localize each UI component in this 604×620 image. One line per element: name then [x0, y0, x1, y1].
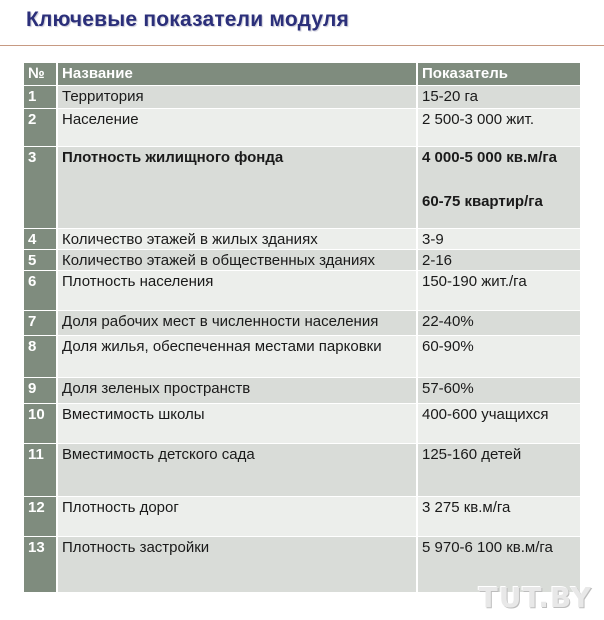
- table-header-row: [24, 63, 580, 86]
- row-name: [57, 147, 417, 229]
- row-value: 22-40%: [417, 311, 580, 336]
- row-value-text: 4 000-5 000 кв.м/га: [422, 149, 557, 166]
- table-row: [24, 147, 580, 229]
- row-number: 10: [24, 404, 57, 444]
- row-name: Территория: [57, 86, 417, 109]
- row-name: Количество этажей в жилых зданиях: [57, 229, 417, 250]
- row-name: Плотность застройки: [57, 537, 417, 593]
- row-value: 57-60%: [417, 378, 580, 404]
- row-value: 150-190 жит./га: [417, 271, 580, 311]
- row-name: Вместимость школы: [57, 404, 417, 444]
- row-number: 6: [24, 271, 57, 311]
- row-number: 5: [24, 250, 57, 271]
- row-number: 7: [24, 311, 57, 336]
- title-divider: [0, 45, 604, 46]
- table-row: [24, 444, 580, 497]
- row-value: 3 275 кв.м/га: [417, 497, 580, 537]
- row-name: Вместимость детского сада: [57, 444, 417, 497]
- row-name: Плотность дорог: [57, 497, 417, 537]
- header-name: Название: [57, 63, 417, 86]
- row-name: Доля зеленых пространств: [57, 378, 417, 404]
- row-number: 3: [24, 147, 57, 229]
- indicators-table: [24, 63, 580, 593]
- table-row: [24, 378, 580, 404]
- row-value: [417, 147, 580, 229]
- row-name-text: Плотность жилищного фонда: [62, 149, 284, 166]
- row-name: Население: [57, 109, 417, 147]
- row-value: 3-9: [417, 229, 580, 250]
- table-row: [24, 229, 580, 250]
- table-row: [24, 497, 580, 537]
- table-row: [24, 311, 580, 336]
- row-name: Плотность населения: [57, 271, 417, 311]
- table-row: [24, 109, 580, 147]
- row-value: 2 500-3 000 жит.: [417, 109, 580, 147]
- row-value: 400-600 учащихся: [417, 404, 580, 444]
- row-number: 12: [24, 497, 57, 537]
- row-value-secondary: 60-75 квартир/га: [422, 193, 543, 210]
- table-row: [24, 404, 580, 444]
- table-row: [24, 336, 580, 378]
- row-number: 13: [24, 537, 57, 593]
- row-value: 2-16: [417, 250, 580, 271]
- row-number: 1: [24, 86, 57, 109]
- row-value: 15-20 га: [417, 86, 580, 109]
- watermark-logo: TUT.BY: [478, 581, 592, 614]
- row-value: 60-90%: [417, 336, 580, 378]
- header-number: №: [24, 63, 57, 86]
- row-name: Доля жилья, обеспеченная местами парковки: [57, 336, 417, 378]
- table-row: [24, 250, 580, 271]
- row-name: Доля рабочих мест в численности населения: [57, 311, 417, 336]
- row-number: 9: [24, 378, 57, 404]
- row-name: Количество этажей в общественных зданиях: [57, 250, 417, 271]
- page-title: Ключевые показатели модуля: [26, 8, 349, 31]
- row-number: 4: [24, 229, 57, 250]
- table-row: [24, 86, 580, 109]
- row-number: 2: [24, 109, 57, 147]
- row-value: 125-160 детей: [417, 444, 580, 497]
- header-value: Показатель: [417, 63, 580, 86]
- table-row: [24, 271, 580, 311]
- row-number: 11: [24, 444, 57, 497]
- row-number: 8: [24, 336, 57, 378]
- row-value: 5 970-6 100 кв.м/га: [417, 537, 580, 593]
